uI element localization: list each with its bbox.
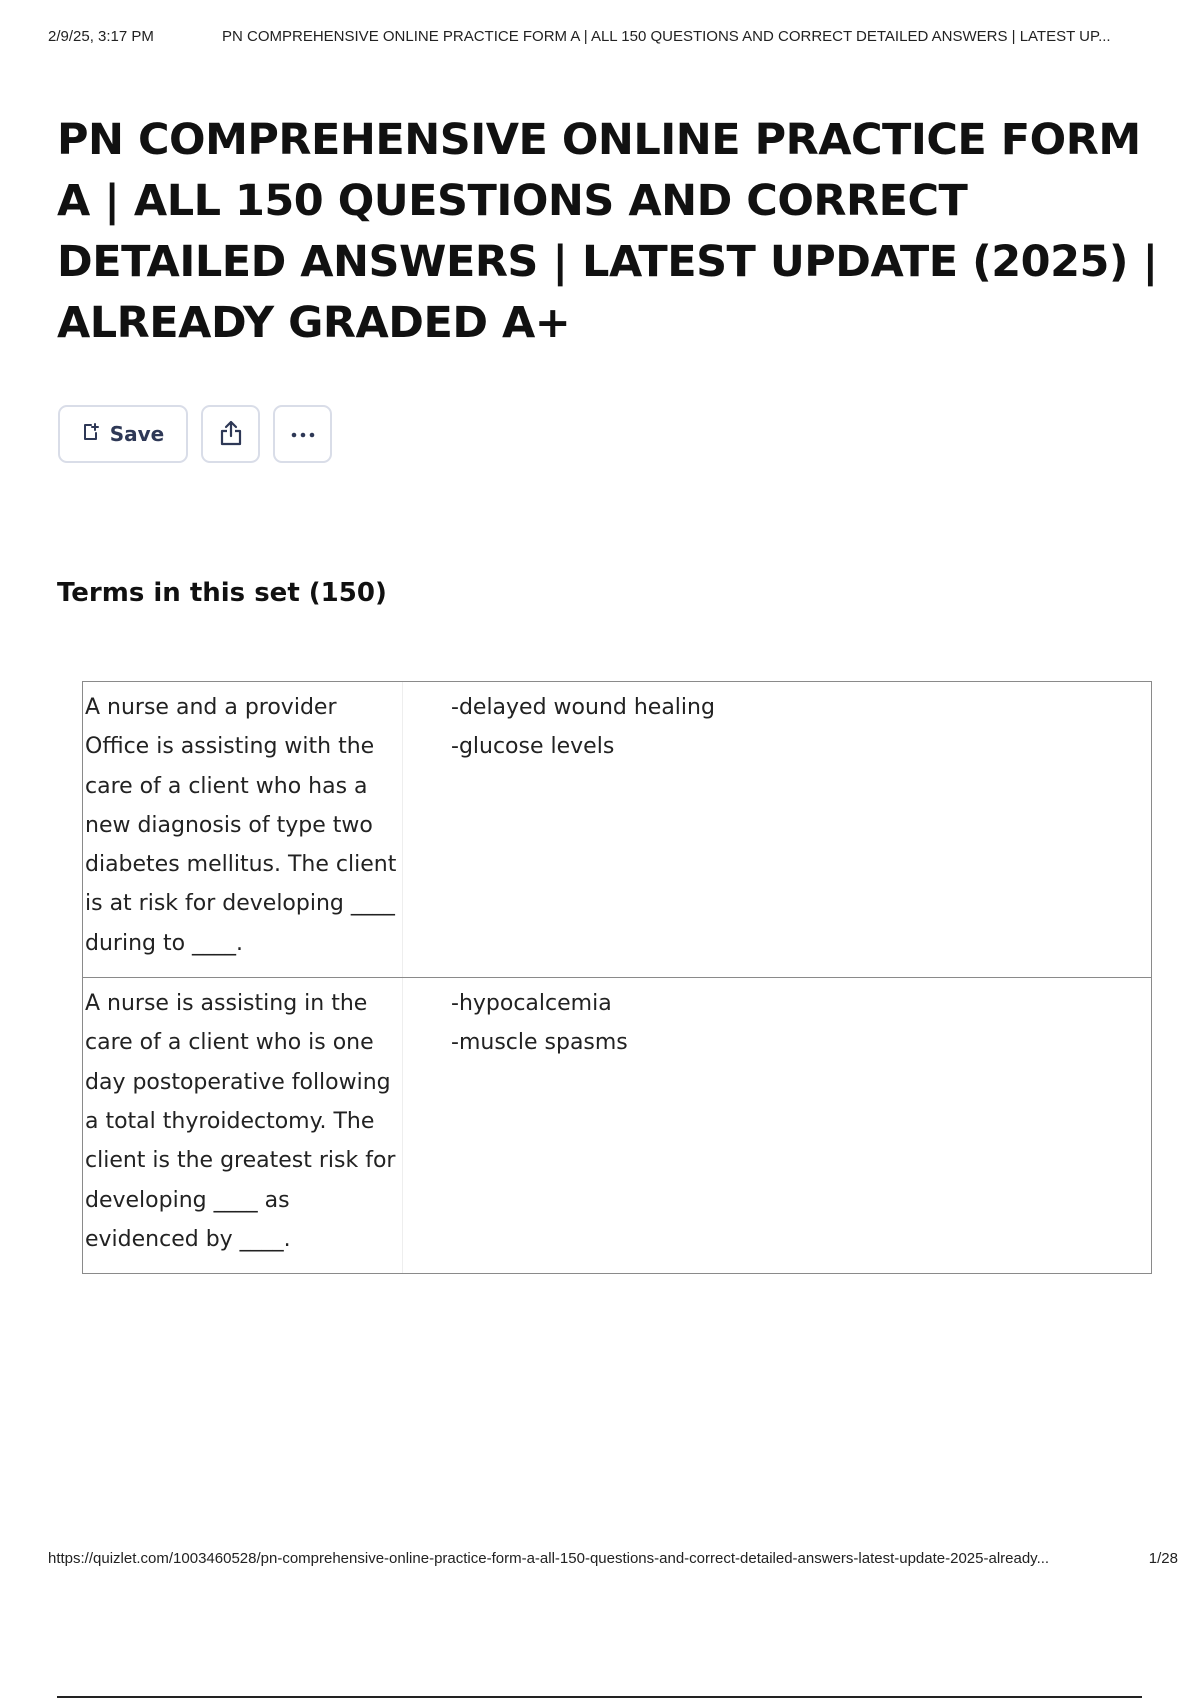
page-title: PN COMPREHENSIVE ONLINE PRACTICE FORM A | ALL 150 QUESTIONS AND CORRECT DETAILED ANSWERS | LATEST UPDATE (2025) | ALREADY GRADED A+ xyxy=(57,115,1158,348)
term-text: A nurse and a provider Office is assisting with the care of a client who has a new diagnosis of type two diabetes mellitus. The client is at risk for developing ____ during to ____. xyxy=(83,682,403,977)
more-horizontal-icon xyxy=(290,427,316,442)
save-button[interactable] xyxy=(58,405,188,463)
print-header xyxy=(48,28,1178,45)
more-options-button[interactable] xyxy=(273,405,332,463)
action-bar xyxy=(58,405,332,463)
share-button[interactable] xyxy=(201,405,260,463)
print-page-title: PN COMPREHENSIVE ONLINE PRACTICE FORM A | ALL 150 QUESTIONS AND CORRECT DETAILED ANSWERS | LATEST UP... xyxy=(222,28,1111,45)
print-datetime: 2/9/25, 3:17 PM xyxy=(48,28,154,45)
save-button-label: Save xyxy=(109,422,165,446)
definition-line: -glucose levels xyxy=(451,734,615,759)
terms-heading: Terms in this set (150) xyxy=(57,578,387,608)
page-url: https://quizlet.com/1003460528/pn-comprehensive-online-practice-form-a-all-150-questions-and-correct-detailed-answers-latest-update-2025-already... xyxy=(48,1550,1050,1567)
definition-line: -muscle spasms xyxy=(451,1030,628,1056)
definition-line: -hypocalcemia xyxy=(451,991,612,1017)
term-definition xyxy=(403,978,1151,1273)
term-text: A nurse is assisting in the care of a client who is one day postoperative following a total thyroidectomy. The client is the greatest risk for developing ____ as evidenced by ____. xyxy=(83,978,403,1273)
share-icon xyxy=(218,419,244,450)
page-number: 1/28 xyxy=(1148,1550,1178,1567)
bookmark-add-icon xyxy=(82,422,100,447)
definition-line: -delayed wound healing xyxy=(451,695,715,720)
terms-table xyxy=(82,681,1152,1274)
term-definition xyxy=(403,682,1151,977)
divider xyxy=(57,1696,1142,1698)
term-row xyxy=(83,978,1151,1273)
print-footer xyxy=(48,1550,1178,1567)
term-row xyxy=(83,682,1151,978)
